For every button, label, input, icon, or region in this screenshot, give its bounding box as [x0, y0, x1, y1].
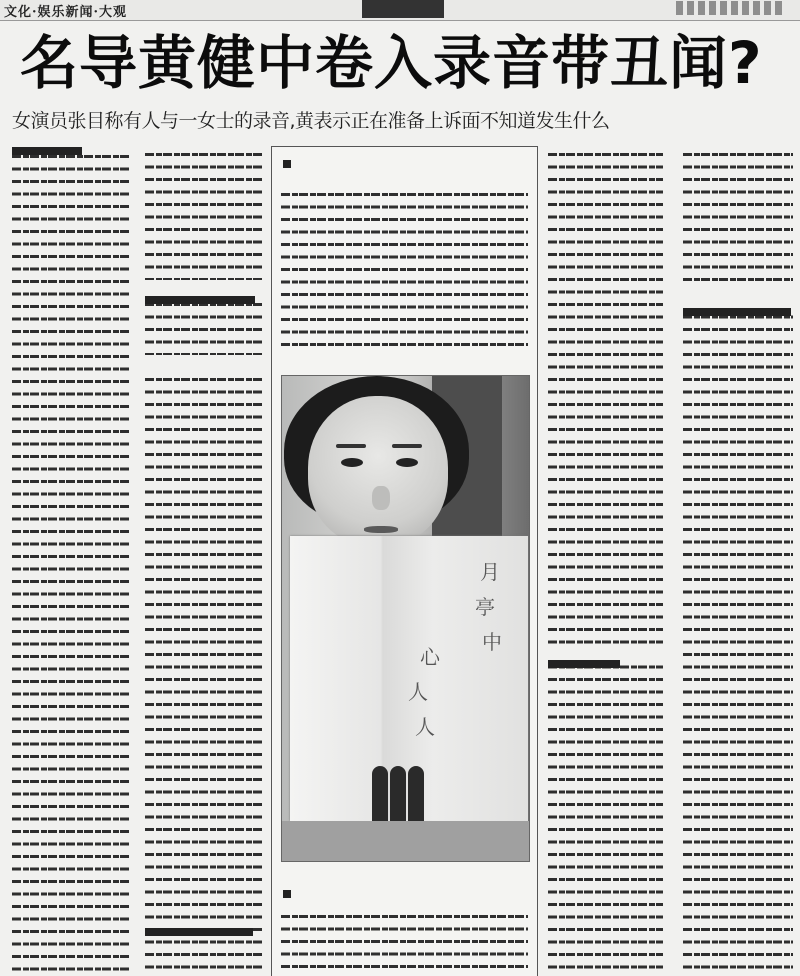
column-4-break: [548, 645, 663, 659]
center-column-text-bottom: [281, 910, 528, 975]
photo-face: [308, 396, 448, 546]
column-1: [12, 150, 129, 975]
photo-handwritten-document: 月 亭 中 心 人 人: [290, 536, 528, 821]
column-4: [548, 148, 663, 975]
center-section-heading-2: [283, 887, 295, 900]
column-5: [683, 148, 793, 975]
masthead: [0, 0, 800, 21]
headline: 名导黄健中卷入录音带丑闻?: [20, 29, 763, 97]
center-column-text-top: [281, 188, 528, 348]
masthead-right-text: [676, 1, 786, 15]
column-2: [145, 148, 262, 975]
column-5-section-mark: [683, 308, 791, 316]
column-5-break: [683, 290, 793, 306]
subheadline: 女演员张目称有人与一女士的录音,黄表示正在准备上诉面不知道发生什么: [12, 110, 610, 132]
center-section-heading-1: [283, 157, 295, 170]
column-1-section-mark: [12, 147, 82, 155]
news-photo: [281, 375, 530, 862]
masthead-section-block: [362, 0, 444, 18]
column-2-break-2: [145, 355, 262, 377]
column-2-break: [145, 280, 262, 294]
column-4-section-mark: [548, 660, 620, 668]
masthead-label: 文化·娱乐新闻·大观: [4, 5, 128, 20]
column-2-section-mark: [145, 296, 255, 304]
column-2-section-mark-2: [145, 928, 253, 936]
